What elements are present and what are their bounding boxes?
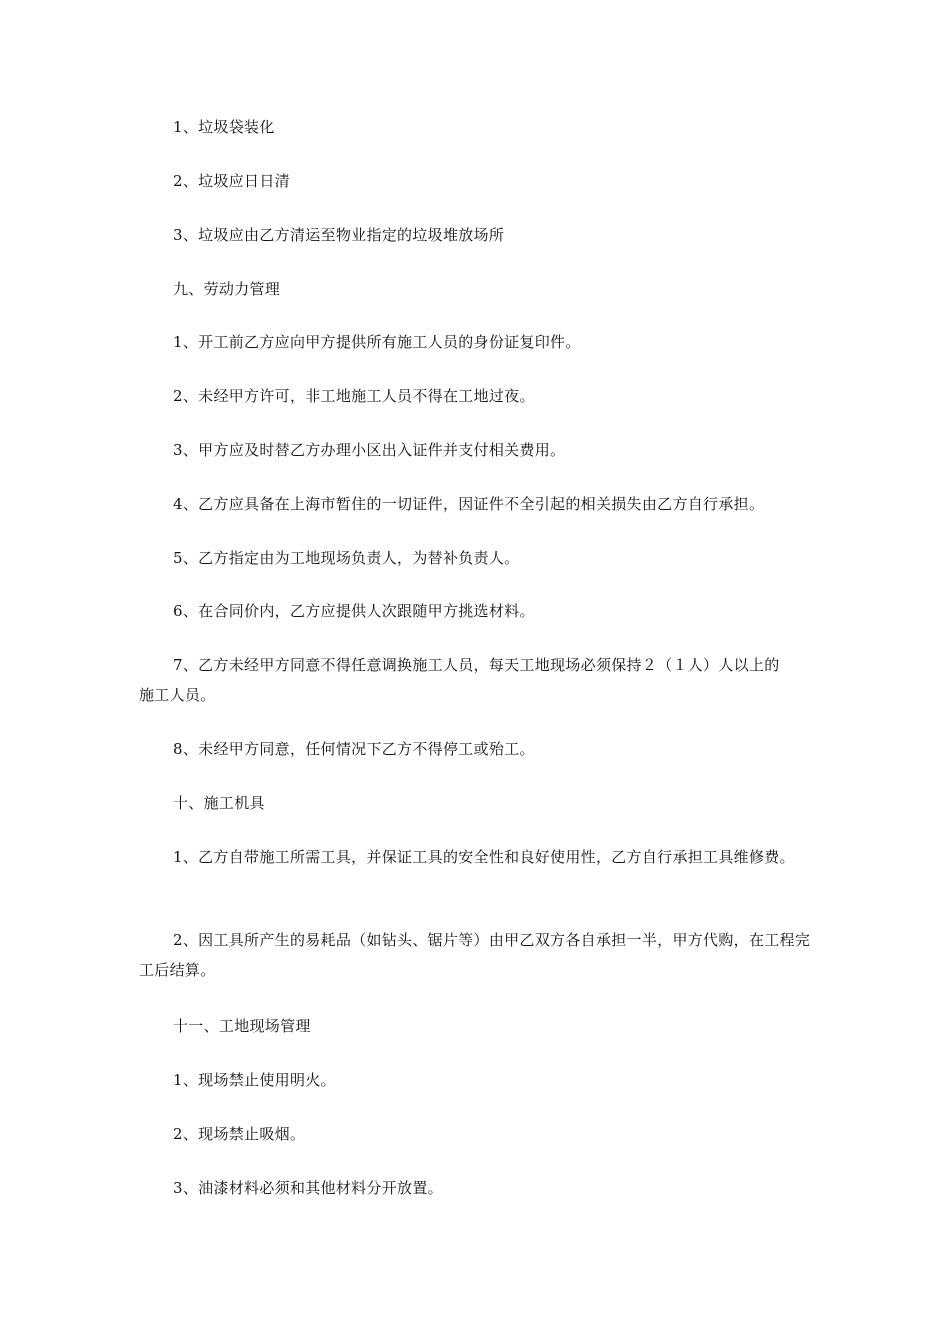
item-tools-own: 1、乙方自带施工所需工具，并保证工具的安全性和良好使用性，乙方自行承担工具维修费。: [173, 848, 795, 866]
item-garbage-bagged: 1、垃圾袋装化: [173, 118, 275, 136]
item-labor-material-selection: 6、在合同价内，乙方应提供人次跟随甲方挑选材料。: [173, 602, 535, 620]
item-site-no-smoking: 2、现场禁止吸烟。: [173, 1125, 306, 1143]
section-heading-tools: 十、施工机具: [173, 794, 265, 812]
item-labor-staffing: 7、乙方未经甲方同意不得任意调换施工人员，每天工地现场必须保持２（１人）人以上的施工人员。: [139, 656, 780, 704]
item-labor-passes: 3、甲方应及时替乙方办理小区出入证件并支付相关费用。: [173, 441, 566, 459]
item-site-paint-storage: 3、油漆材料必须和其他材料分开放置。: [173, 1179, 443, 1197]
item-labor-documents: 4、乙方应具备在上海市暂住的一切证件，因证件不全引起的相关损失由乙方自行承担。: [173, 495, 765, 513]
item-labor-site-manager: 5、乙方指定由为工地现场负责人，为替补负责人。: [173, 549, 520, 567]
item-garbage-removal: 3、垃圾应由乙方清运至物业指定的垃圾堆放场所: [173, 226, 505, 244]
section-heading-labor: 九、劳动力管理: [173, 280, 281, 298]
item-tools-consumables: 2、因工具所产生的易耗品（如钻头、锯片等）由甲乙双方各自承担一半，甲方代购，在工程完工后结算。: [139, 931, 811, 979]
item-labor-overnight: 2、未经甲方许可，非工地施工人员不得在工地过夜。: [173, 387, 535, 405]
item-site-no-fire: 1、现场禁止使用明火。: [173, 1071, 336, 1089]
item-garbage-daily: 2、垃圾应日日清: [173, 172, 290, 190]
item-labor-id-copies: 1、开工前乙方应向甲方提供所有施工人员的身份证复印件。: [173, 333, 581, 351]
section-heading-site-management: 十一、工地现场管理: [173, 1017, 311, 1035]
item-labor-no-stoppage: 8、未经甲方同意，任何情况下乙方不得停工或殆工。: [173, 740, 535, 758]
